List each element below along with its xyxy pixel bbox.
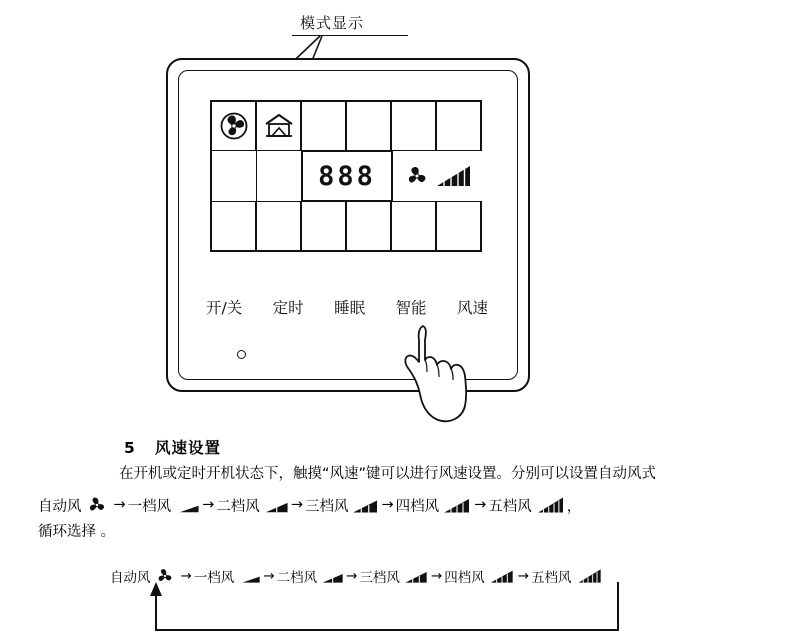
typhoon-fan-icon <box>219 111 249 141</box>
lcd-cell-blank <box>346 201 391 251</box>
signal-bars-icon <box>351 496 379 514</box>
lcd-cell-blank <box>346 101 391 151</box>
lcd-cell-blank <box>256 201 301 251</box>
signal-bars-icon <box>436 164 472 188</box>
lcd-mid-blank <box>257 151 302 201</box>
signal-bars-icon <box>174 496 200 514</box>
fan-level-3-label: 三档风 <box>304 498 349 515</box>
cycle-prefix-label: 自动风 <box>110 570 151 586</box>
fan-level-5 <box>488 495 567 516</box>
sequence-prefix-label: 自动风 <box>38 498 82 515</box>
timer-button[interactable]: 定时 <box>272 299 304 317</box>
fan-level-4-label: 四档风 <box>395 498 440 515</box>
fan-icon <box>85 494 109 516</box>
controller-button-row <box>206 296 488 318</box>
lcd-middle-band <box>212 151 482 201</box>
sleep-button[interactable]: 睡眠 <box>334 299 366 317</box>
fan-level-3 <box>305 495 380 516</box>
lcd-cell-blank <box>436 101 481 151</box>
fan-level-5-label: 五档风 <box>488 498 532 515</box>
cycle-level-1-label: 一档风 <box>193 570 235 586</box>
callout-label: 模式显示 <box>300 14 365 32</box>
cycle-loop-arrow <box>110 578 670 640</box>
section-number: 5 <box>124 439 136 457</box>
section-paragraph-end: 循环选择 。 <box>38 524 116 540</box>
signal-bars-icon <box>535 496 567 514</box>
cycle-level-3-label: 三档风 <box>359 570 400 586</box>
sequence-suffix: ， <box>566 498 582 515</box>
cycle-arrow: → <box>263 568 275 584</box>
lcd-cell-mode-home <box>256 101 301 151</box>
cycle-level-4-label: 四档风 <box>444 570 485 586</box>
fan-speed-sequence <box>38 492 778 518</box>
lcd-digits: 888 <box>302 151 392 201</box>
lcd-cell-blank <box>436 201 481 251</box>
led-indicator <box>237 350 246 359</box>
cycle-arrow: → <box>180 568 192 584</box>
lcd-cell-blank <box>301 101 346 151</box>
cycle-arrow: → <box>430 568 443 584</box>
fan-speed-indicator <box>393 151 482 201</box>
fan-level-1-label: 一档风 <box>127 498 172 515</box>
cycle-level-2-label: 二档风 <box>276 570 318 586</box>
lcd-display <box>210 100 482 252</box>
cycle-level-5-label: 五档风 <box>531 570 572 586</box>
lcd-fan-region <box>392 151 482 201</box>
lcd-cell-mode-fan <box>211 101 256 151</box>
lcd-cell-blank <box>301 201 346 251</box>
sequence-arrow: → <box>474 497 487 513</box>
lcd-cell-blank <box>391 101 436 151</box>
sequence-arrow: → <box>113 497 126 513</box>
lcd-digit-region <box>302 151 392 201</box>
sequence-arrow: → <box>290 497 303 513</box>
sequence-arrow: → <box>381 497 394 513</box>
fan-icon <box>403 162 431 190</box>
section-title-text: 风速设置 <box>155 439 222 457</box>
section-paragraph: 在开机或定时开机状态下，触摸“风速”键可以进行风速设置。分别可以设置自动风式 <box>119 466 657 482</box>
fan-level-2-label: 二档风 <box>216 498 260 515</box>
pointing-hand-illustration <box>392 318 482 426</box>
house-icon <box>263 112 295 140</box>
signal-bars-icon <box>263 496 289 514</box>
fan-speed-button[interactable]: 风速 <box>456 299 488 317</box>
fan-level-4 <box>396 495 473 516</box>
section-title <box>124 436 221 458</box>
lcd-cell-blank <box>391 201 436 251</box>
lcd-cell-blank <box>211 201 256 251</box>
lcd-mid-blank <box>212 151 257 201</box>
signal-bars-icon <box>442 496 472 514</box>
power-button[interactable]: 开/关 <box>206 299 243 317</box>
fan-level-2 <box>216 495 289 516</box>
smart-button[interactable]: 智能 <box>395 299 427 317</box>
cycle-arrow: → <box>517 568 530 584</box>
cycle-arrow: → <box>346 568 358 584</box>
fan-level-1 <box>128 495 201 516</box>
sequence-arrow: → <box>202 497 215 513</box>
